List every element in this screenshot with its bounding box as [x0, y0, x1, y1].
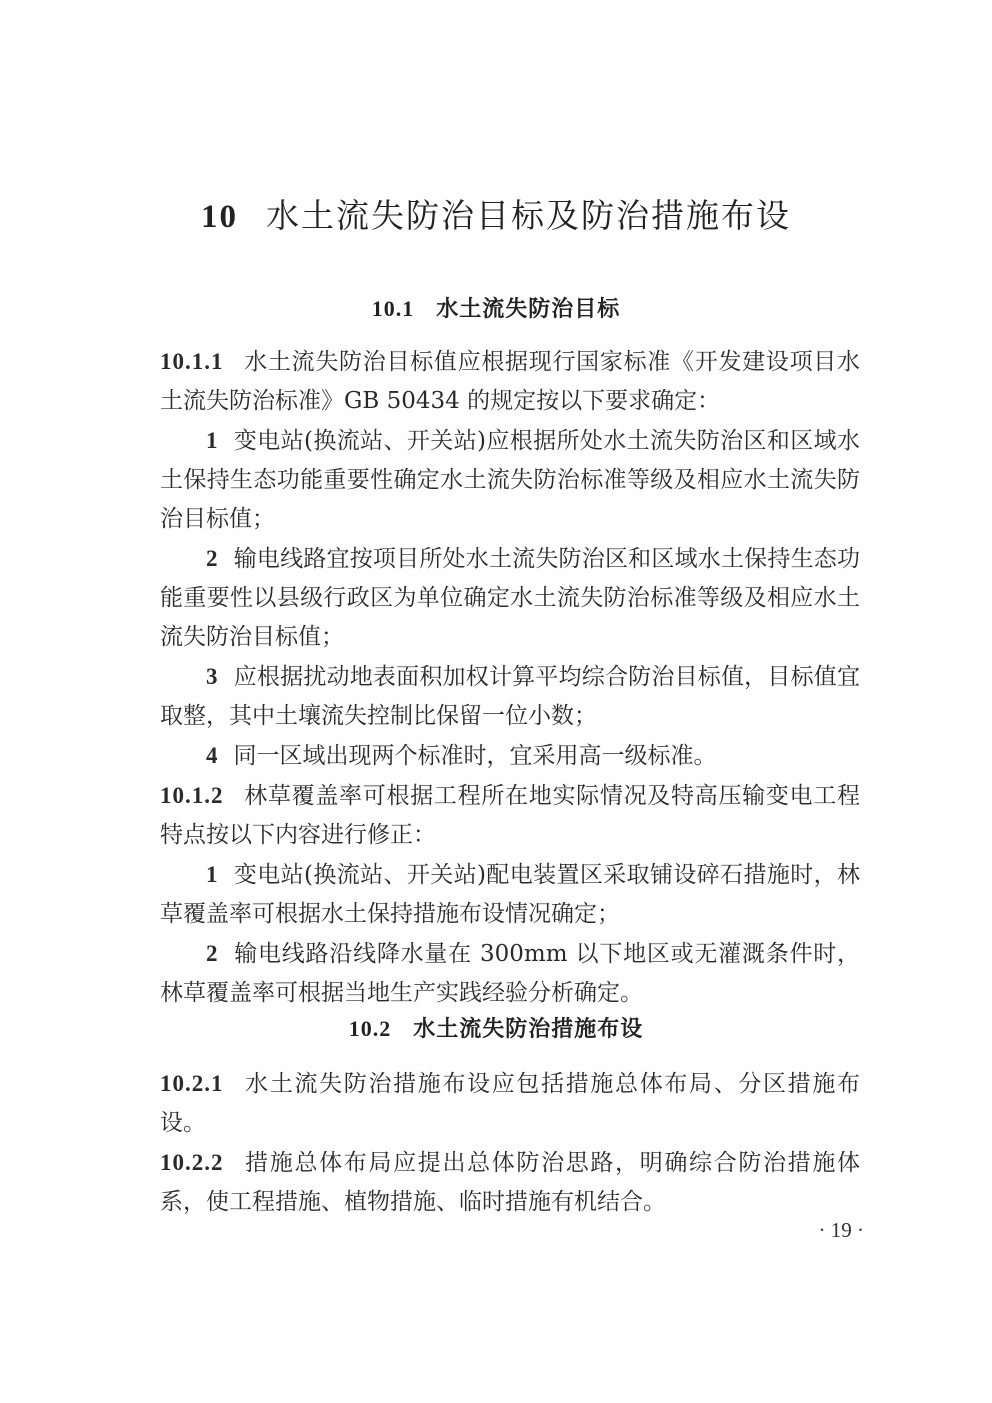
chapter-number: 10 [201, 199, 238, 235]
clause-text: 水土流失防治目标值应根据现行国家标准《开发建设项目水土流失防治标准》GB 50434 的规定按以下要求确定： [160, 349, 860, 414]
section-10-1-body [160, 342, 860, 1013]
chapter-title-text: 水土流失防治目标及防治措施布设 [266, 196, 791, 235]
item-number: 2 [206, 941, 218, 966]
item-number: 4 [206, 743, 218, 768]
item-number: 1 [206, 428, 218, 453]
clause-number: 10.2.2 [160, 1150, 224, 1175]
clause-number: 10.2.1 [160, 1071, 224, 1096]
item-text: 输电线路宜按项目所处水土流失防治区和区域水土保持生态功能重要性以县级行政区为单位确定水土流失防治标准等级及相应水土流失防治目标值； [160, 546, 860, 650]
list-item [160, 421, 860, 539]
item-text: 输电线路沿线降水量在 300mm 以下地区或无灌溉条件时，林草覆盖率可根据当地生产实践经验分析确定。 [160, 941, 860, 1006]
list-item [160, 736, 860, 776]
item-number: 2 [206, 546, 218, 571]
page-number: · 19 · [818, 1218, 864, 1242]
clause-10-2-1 [160, 1064, 860, 1143]
item-number: 1 [206, 862, 218, 887]
clause-number: 10.1.2 [160, 783, 224, 808]
item-text: 变电站(换流站、开关站)应根据所处水土流失防治区和区域水土保持生态功能重要性确定水土流失防治标准等级及相应水土流失防治目标值； [160, 428, 860, 532]
chapter-title [0, 190, 992, 237]
list-item [160, 657, 860, 736]
clause-10-1-2 [160, 776, 860, 855]
item-text: 应根据扰动地表面积加权计算平均综合防治目标值，目标值宜取整，其中土壤流失控制比保留一位小数； [160, 664, 860, 729]
section-10-2-body [160, 1064, 860, 1222]
list-item [160, 934, 860, 1013]
section-title-10-2 [0, 1012, 992, 1043]
clause-10-2-2 [160, 1143, 860, 1222]
item-text: 同一区域出现两个标准时，宜采用高一级标准。 [233, 743, 717, 769]
clause-text: 措施总体布局应提出总体防治思路，明确综合防治措施体系，使工程措施、植物措施、临时措施有机结合。 [160, 1150, 860, 1215]
clause-10-1-1 [160, 342, 860, 421]
section-title-text: 水土流失防治措施布设 [413, 1016, 644, 1042]
section-title-10-1 [0, 292, 992, 323]
section-number: 10.1 [371, 296, 415, 321]
section-number: 10.2 [348, 1016, 392, 1041]
clause-text: 水土流失防治措施布设应包括措施总体布局、分区措施布设。 [160, 1071, 860, 1136]
list-item [160, 539, 860, 657]
clause-number: 10.1.1 [160, 349, 224, 374]
clause-text: 林草覆盖率可根据工程所在地实际情况及特高压输变电工程特点按以下内容进行修正： [160, 783, 860, 848]
item-text: 变电站(换流站、开关站)配电装置区采取铺设碎石措施时，林草覆盖率可根据水土保持措施布设情况确定； [160, 862, 860, 927]
section-title-text: 水土流失防治目标 [436, 296, 621, 322]
list-item [160, 855, 860, 934]
item-number: 3 [206, 664, 218, 689]
